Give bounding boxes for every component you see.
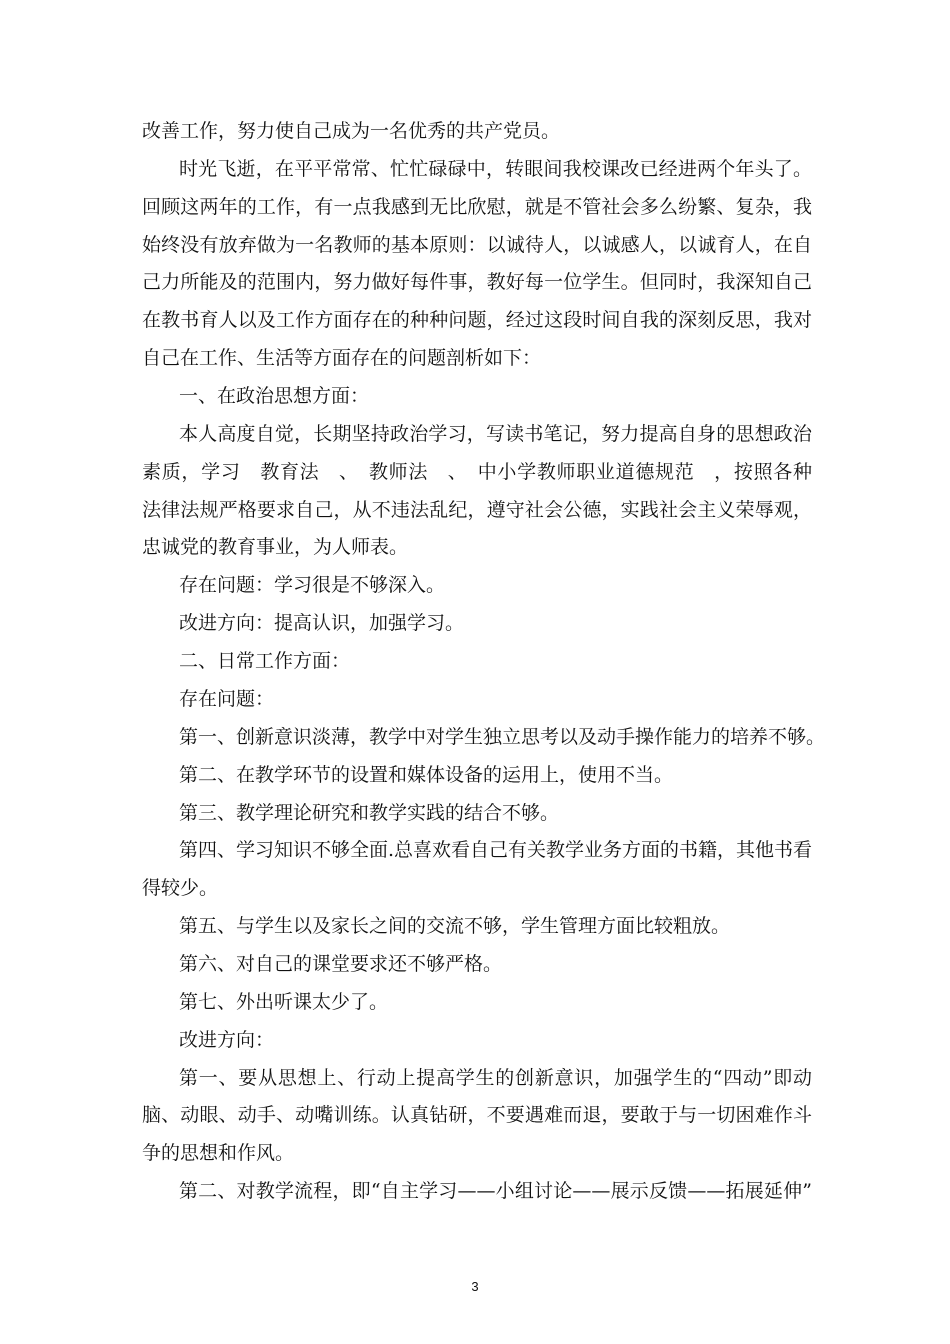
paragraph-start: 本人高度自觉，长期坚持政治学习，写读书笔记，努力提高自身的思想政治 xyxy=(179,423,812,445)
text-line: 争的思想和作风。 xyxy=(142,1142,295,1164)
text-line: 回顾这两年的工作，有一点我感到无比欣慰，就是不管社会多么纷繁、复杂，我 xyxy=(142,196,812,218)
list-item: 第七、外出听课太少了。 xyxy=(179,991,389,1013)
paragraph-start: 改进方向： xyxy=(179,1029,275,1051)
text-line: 素质，学习 教育法 、 教师法 、 中小学教师职业道德规范 ，按照各种 xyxy=(142,461,812,483)
paragraph-start: 存在问题： xyxy=(179,688,275,710)
paragraph-start: 存在问题：学习很是不够深入。 xyxy=(179,574,446,596)
text-line: 始终没有放弃做为一名教师的基本原则：以诚待人，以诚感人，以诚育人，在自 xyxy=(142,234,812,256)
list-item: 第六、对自己的课堂要求还不够严格。 xyxy=(179,953,503,975)
text-line: 在教书育人以及工作方面存在的种种问题，经过这段时间自我的深刻反思，我对 xyxy=(142,309,812,331)
paragraph-start: 时光飞逝，在平平常常、忙忙碌碌中，转眼间我校课改已经进两个年头了。 xyxy=(179,158,812,180)
section-heading: 一、在政治思想方面： xyxy=(179,385,370,407)
page-number: 3 xyxy=(471,1279,479,1294)
list-item: 第一、创新意识淡薄，教学中对学生独立思考以及动手操作能力的培养不够。 xyxy=(179,726,826,748)
text-line: 自己在工作、生活等方面存在的问题剖析如下： xyxy=(142,347,542,369)
list-item: 第一、要从思想上、行动上提高学生的创新意识，加强学生的“四动”即动 xyxy=(179,1067,812,1089)
text-line: 忠诚党的教育事业，为人师表。 xyxy=(142,536,409,558)
text-line: 脑、动眼、动手、动嘴训练。认真钻研，不要遇难而退，要敢于与一切困难作斗 xyxy=(142,1104,812,1126)
list-item: 第五、与学生以及家长之间的交流不够，学生管理方面比较粗放。 xyxy=(179,915,731,937)
text-line: 得较少。 xyxy=(142,877,219,899)
text-line: 法律法规严格要求自己，从不违法乱纪，遵守社会公德，实践社会主义荣辱观， xyxy=(142,499,812,521)
paragraph-start: 改进方向：提高认识，加强学习。 xyxy=(179,612,465,634)
list-item: 第三、教学理论研究和教学实践的结合不够。 xyxy=(179,802,560,824)
list-item: 第四、学习知识不够全面.总喜欢看自己有关教学业务方面的书籍，其他书看 xyxy=(179,839,813,861)
text-line: 改善工作，努力使自己成为一名优秀的共产党员。 xyxy=(142,120,561,142)
list-item: 第二、在教学环节的设置和媒体设备的运用上，使用不当。 xyxy=(179,764,674,786)
text-line: 己力所能及的范围内，努力做好每件事，教好每一位学生。但同时，我深知自己 xyxy=(142,271,812,293)
section-heading: 二、日常工作方面： xyxy=(179,650,351,672)
list-item: 第二、对教学流程，即“自主学习——小组讨论——展示反馈——拓展延伸” xyxy=(179,1180,812,1202)
